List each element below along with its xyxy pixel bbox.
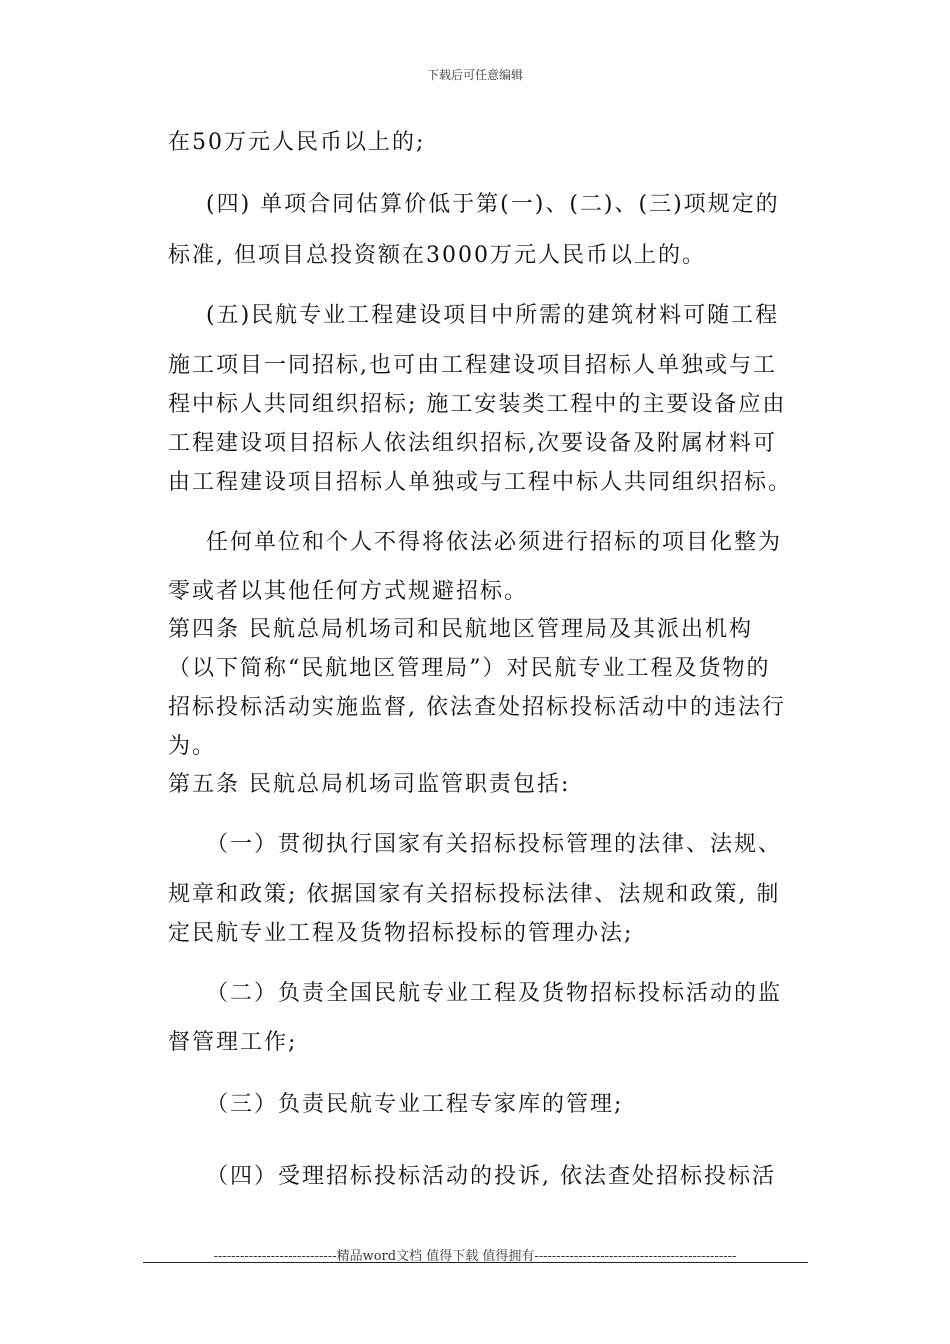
page-footer: ----------------------------精品word文档 值得下载 值得拥有---------------------------------------------- — [213, 1249, 737, 1264]
text-line: (四) 单项合同估算价低于第(一)、(二)、(三)项规定的 — [206, 192, 780, 217]
text-line: 任何单位和个人不得将依法必须进行招标的项目化整为 — [206, 530, 783, 555]
text-line: 标准, 但项目总投资额在3000万元人民币以上的。 — [168, 243, 706, 268]
text-line: 施工项目一同招标,也可由工程建设项目招标人单独或与工 — [168, 353, 777, 378]
page-header: 下载后可任意编辑 — [426, 68, 523, 82]
text-line: 定民航专业工程及货物招标投标的管理办法; — [168, 921, 634, 946]
text-line: （一）贯彻执行国家有关招标投标管理的法律、法规、 — [206, 832, 783, 857]
text-line: （二）负责全国民航专业工程及货物招标投标活动的监 — [206, 981, 783, 1006]
text-line: （四）受理招标投标活动的投诉, 依法查处招标投标活 — [206, 1164, 776, 1189]
text-line: 在50万元人民币以上的; — [168, 130, 426, 155]
text-line: （以下简称“民航地区管理局”）对民航专业工程及货物的 — [168, 656, 771, 681]
text-line: 为。 — [168, 734, 217, 759]
text-line: 督管理工作; — [168, 1030, 298, 1055]
text-line: 规章和政策; 依据国家有关招标投标法律、法规和政策, 制 — [168, 882, 781, 907]
text-line: （三）负责民航专业工程专家库的管理; — [206, 1092, 624, 1117]
text-line: 由工程建设项目招标人单独或与工程中标人共同组织招标。 — [168, 470, 793, 495]
text-line: 程中标人共同组织招标; 施工安装类工程中的主要设备应由 — [168, 392, 787, 417]
text-line: 招标投标活动实施监督, 依法查处招标投标活动中的违法行 — [168, 695, 786, 720]
text-line: 零或者以其他任何方式规避招标。 — [168, 579, 529, 604]
footer-rule — [143, 1262, 808, 1263]
article-heading: 第四条 民航总局机场司和民航地区管理局及其派出机构 — [168, 617, 753, 642]
text-line: 工程建设项目招标人依法组织招标,次要设备及附属材料可 — [168, 431, 777, 456]
article-heading: 第五条 民航总局机场司监管职责包括: — [168, 772, 571, 797]
text-line: (五)民航专业工程建设项目中所需的建筑材料可随工程 — [206, 303, 780, 328]
